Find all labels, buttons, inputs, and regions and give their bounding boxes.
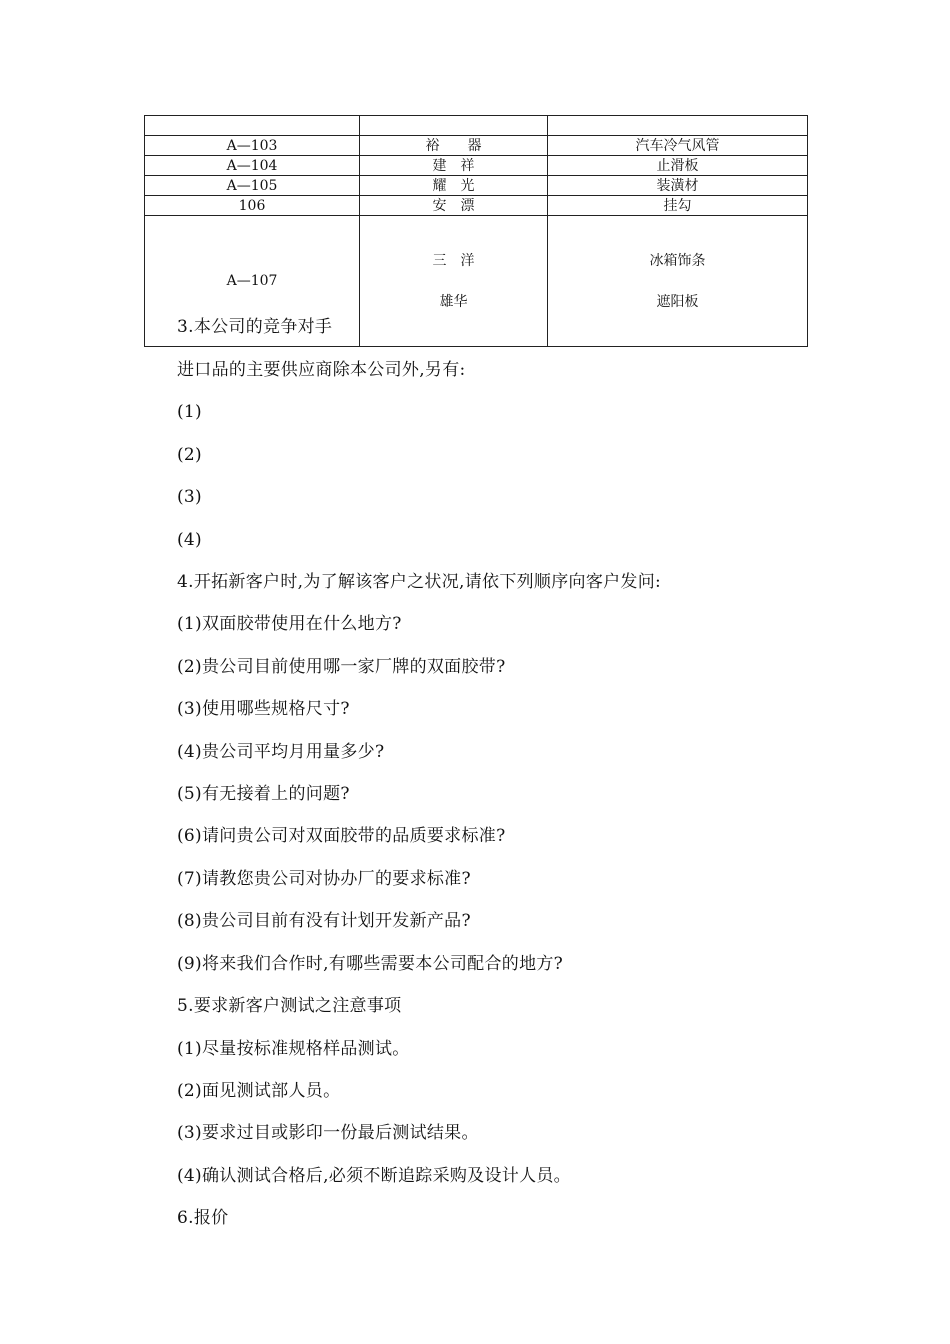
code-cell: A—105 (145, 176, 360, 196)
product-cell: 挂勾 (548, 196, 808, 216)
product-bottom: 遮阳板 (656, 294, 699, 310)
company-cell: 建 祥 (360, 156, 548, 176)
company-name-bottom: 雄华 (439, 294, 468, 310)
product-cell (548, 216, 808, 347)
product-cell: 止滑板 (548, 156, 808, 176)
table-row (145, 136, 808, 156)
company-cell: 耀 光 (360, 176, 548, 196)
list-item: (4)确认测试合格后,必须不断追踪采购及设计人员。 (177, 1166, 571, 1186)
table-row (145, 156, 808, 176)
list-item: (7)请教您贵公司对协办厂的要求标准? (177, 869, 471, 889)
code-cell: A—104 (145, 156, 360, 176)
product-top: 冰箱饰条 (649, 253, 706, 269)
product-cell: 汽车冷气风管 (548, 136, 808, 156)
product-cell (548, 116, 808, 136)
company-cell (360, 116, 548, 136)
section-heading-competitors: 3.本公司的竞争对手 (177, 317, 333, 337)
table-row (145, 196, 808, 216)
list-item: (5)有无接着上的问题? (177, 784, 350, 804)
list-item: (2)面见测试部人员。 (177, 1081, 341, 1101)
section-heading-new-customers: 4.开拓新客户时,为了解该客户之状况,请依下列顺序向客户发问: (177, 572, 662, 592)
list-item: (8)贵公司目前有没有计划开发新产品? (177, 911, 471, 931)
company-cell (360, 216, 548, 347)
paragraph-text: 进口品的主要供应商除本公司外,另有: (177, 360, 466, 380)
company-name-top: 三 洋 (432, 253, 475, 269)
code-cell (145, 116, 360, 136)
list-item: (3)要求过目或影印一份最后测试结果。 (177, 1123, 479, 1143)
section-heading-quotation: 6.报价 (177, 1208, 229, 1228)
code-cell: A—107 (145, 216, 360, 347)
list-item: (6)请问贵公司对双面胶带的品质要求标准? (177, 826, 506, 846)
list-item: (1)双面胶带使用在什么地方? (177, 614, 402, 634)
list-item: (4) (177, 530, 202, 550)
section-heading-testing: 5.要求新客户测试之注意事项 (177, 996, 402, 1016)
code-cell: A—103 (145, 136, 360, 156)
product-cell: 装潢材 (548, 176, 808, 196)
table-row (145, 176, 808, 196)
code-cell: 106 (145, 196, 360, 216)
list-item: (2) (177, 445, 202, 465)
customer-table (144, 115, 808, 347)
table-row (145, 116, 808, 136)
company-cell: 安 漂 (360, 196, 548, 216)
list-item: (3) (177, 487, 202, 507)
list-item: (4)贵公司平均月用量多少? (177, 742, 385, 762)
company-cell: 裕 器 (360, 136, 548, 156)
list-item: (2)贵公司目前使用哪一家厂牌的双面胶带? (177, 657, 506, 677)
list-item: (1)尽量按标准规格样品测试。 (177, 1039, 410, 1059)
list-item: (9)将来我们合作时,有哪些需要本公司配合的地方? (177, 954, 564, 974)
list-item: (1) (177, 402, 202, 422)
list-item: (3)使用哪些规格尺寸? (177, 699, 350, 719)
